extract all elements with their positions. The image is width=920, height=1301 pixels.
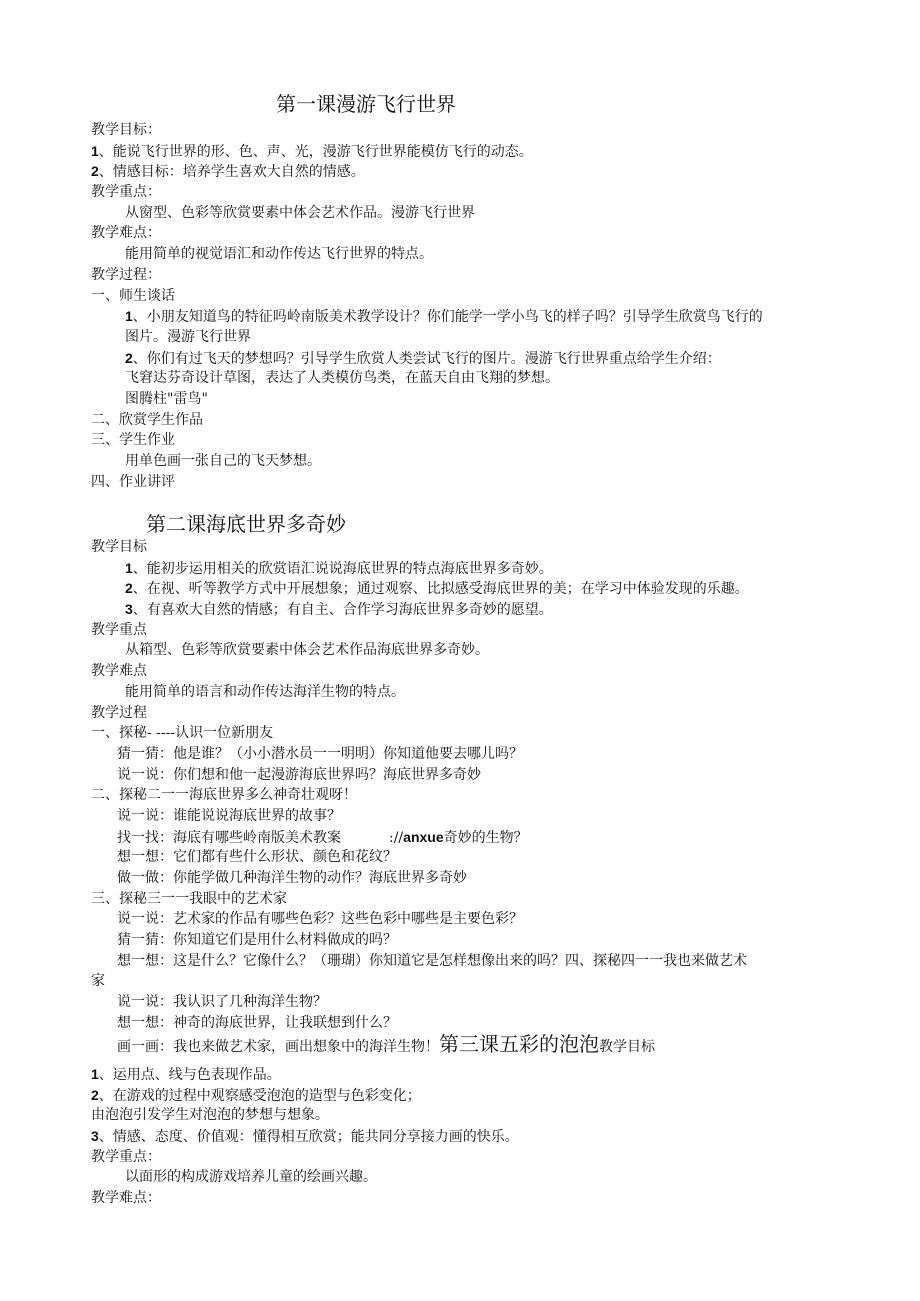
list-number: 1 bbox=[91, 1066, 99, 1082]
list-text: 、能说飞行世界的形、色、声、光，漫游飞行世界能模仿飞行的动态。 bbox=[98, 143, 533, 160]
lesson3-body bbox=[91, 1064, 831, 1209]
lesson2-think-2: 想一想：这是什么？它像什么？（珊瑚）你知道它是怎样想像出来的吗？四、探秘四一一我也来做艺术 bbox=[117, 952, 747, 969]
list-text: 、情感、态度、价值观：懂得相互欣赏；能共同分享接力画的快乐。 bbox=[98, 1129, 519, 1146]
lesson2-section-2: 二、探秘二一一海底世界多么神奇壮观呀！ bbox=[91, 787, 357, 804]
lesson2-think-2-cont: 家 bbox=[91, 973, 105, 990]
lesson3-objectives-heading: 教学目标 bbox=[599, 1038, 655, 1055]
list-text: 、在游戏的过程中观察感受泡泡的造型与色彩变化； bbox=[98, 1087, 421, 1104]
lesson3-keypoints-text: 以面形的构成游戏培养儿童的绘画兴趣。 bbox=[125, 1169, 377, 1186]
lesson1-step-1-cont: 图片。漫游飞行世界 bbox=[125, 328, 251, 345]
lesson1-step-2 bbox=[91, 348, 831, 369]
lesson1-difficulty-heading: 教学难点： bbox=[91, 225, 161, 242]
lesson3-difficulty-heading: 教学难点： bbox=[91, 1190, 161, 1207]
list-number: 1 bbox=[91, 142, 99, 159]
lesson2-section-3: 三、探秘三一一我眼中的艺术家 bbox=[91, 890, 287, 907]
list-number: 2 bbox=[125, 349, 133, 366]
list-text: 、能初步运用相关的欣赏语汇说说海底世界的特点海底世界多奇妙。 bbox=[132, 560, 553, 577]
lesson1-section-1: 一、师生谈话 bbox=[91, 287, 175, 304]
lesson1-keypoints-heading: 教学重点： bbox=[91, 184, 161, 201]
lesson3-keypoints-heading: 教学重点： bbox=[91, 1148, 161, 1165]
lesson1-homework-text: 用单色画一张自己的飞天梦想。 bbox=[125, 453, 321, 469]
list-number: 1 bbox=[125, 308, 133, 325]
lesson1-body bbox=[91, 120, 831, 492]
list-text: 、运用点、线与色表现作品。 bbox=[98, 1067, 281, 1083]
lesson1-step-2-detail: 飞窘达芬奇设计草图，表达了人类模仿鸟类，在蓝天自由飞翔的梦想。 bbox=[125, 370, 559, 387]
list-number: 3 bbox=[125, 601, 133, 618]
lesson1-section-2: 二、欣赏学生作品 bbox=[91, 411, 203, 428]
lesson1-step-2-totem: 图腾柱"雷鸟" bbox=[125, 390, 208, 407]
lesson2-say-4: 说一说：我认识了几种海洋生物？ bbox=[117, 994, 327, 1011]
lesson2-process-heading: 教学过程 bbox=[91, 704, 147, 721]
list-text: 、在视、听等教学方式中开展想象；通过观察、比拟感受海底世界的美；在学习中体验发现的乐趣。 bbox=[132, 581, 749, 598]
lesson2-keypoints-heading: 教学重点 bbox=[91, 621, 147, 638]
lesson2-difficulty-heading: 教学难点 bbox=[91, 663, 147, 680]
lesson1-step-1 bbox=[91, 306, 831, 327]
list-text: 、有喜欢大自然的情感；有自主、合作学习海底世界多奇妙的愿望。 bbox=[132, 602, 553, 619]
lesson1-difficulty-text: 能用简单的视觉语汇和动作传达飞行世界的特点。 bbox=[125, 246, 433, 263]
lesson2-guess-2: 猜一猜：你知道它们是用什么材料做成的吗？ bbox=[117, 932, 397, 949]
lesson2-find bbox=[91, 827, 831, 848]
lesson3-objective-2-cont: 由泡泡引发学生对泡泡的梦想与想象。 bbox=[91, 1107, 329, 1124]
lesson2-objective-3 bbox=[91, 599, 831, 620]
lesson2-think-3: 想一想：神奇的海底世界，让我联想到什么？ bbox=[117, 1014, 397, 1031]
lesson1-objective-1 bbox=[91, 141, 831, 162]
lesson1-objectives-heading: 教学目标： bbox=[91, 122, 161, 138]
list-number: 1 bbox=[125, 559, 133, 576]
lesson2-guess-1: 猜一猜：他是谁？（小小潜水员一一明明）你知道他要去哪儿吗？ bbox=[117, 745, 523, 762]
lesson3-title: 第三课五彩的泡泡 bbox=[439, 1031, 599, 1056]
list-number: 2 bbox=[125, 580, 133, 597]
lesson3-objective-2 bbox=[91, 1085, 831, 1106]
lesson3-objective-3 bbox=[91, 1126, 831, 1147]
list-number: 2 bbox=[91, 1086, 99, 1103]
lesson2-say-2: 说一说：谁能说说海底世界的故事？ bbox=[117, 807, 341, 824]
lesson2-title: 第二课海底世界多奇妙 bbox=[146, 512, 346, 536]
lesson2-do: 做一做：你能学做几种海洋生物的动作？海底世界多奇妙 bbox=[117, 870, 467, 886]
lesson1-keypoints-text: 从窗型、色彩等欣赏要素中体会艺术作品。漫游飞行世界 bbox=[125, 204, 475, 221]
lesson1-section-3: 三、学生作业 bbox=[91, 432, 175, 449]
lesson2-think-1: 想一想：它们都有些什么形状、颜色和花纹？ bbox=[117, 849, 397, 866]
list-number: 2 bbox=[91, 163, 99, 180]
draw-text: 画一画：我也来做艺术家，画出想象中的海洋生物！ bbox=[117, 1038, 439, 1055]
lesson2-objective-2 bbox=[91, 578, 831, 599]
lesson1-objective-2 bbox=[91, 161, 831, 182]
list-text: 、小朋友知道鸟的特征吗岭南版美术教学设计？你们能学一学小鸟飞的样子吗？引导学生欣赏鸟飞行的 bbox=[132, 309, 763, 326]
lesson2-objective-1 bbox=[91, 558, 831, 579]
link-fragment: :// bbox=[389, 829, 404, 846]
lesson2-section-1: 一、探秘- ----认识一位新朋友 bbox=[91, 725, 274, 742]
lesson2-difficulty-text: 能用简单的语言和动作传达海洋生物的特点。 bbox=[125, 683, 405, 700]
list-text: 、情感目标：培养学生喜欢大自然的情感。 bbox=[98, 164, 365, 181]
lesson2-keypoints-text: 从箱型、色彩等欣赏要素中体会艺术作品海底世界多奇妙。 bbox=[125, 642, 489, 659]
lesson1-section-4: 四、作业讲评 bbox=[91, 473, 175, 490]
lesson2-say-3: 说一说：艺术家的作品有哪些色彩？这些色彩中哪些是主要色彩？ bbox=[117, 911, 523, 928]
lesson2-objectives-heading: 教学目标 bbox=[91, 539, 147, 555]
lesson1-title: 第一课漫游飞行世界 bbox=[276, 92, 456, 116]
lesson1-process-heading: 教学过程： bbox=[91, 266, 161, 283]
find-text: 找一找：海底有哪些岭南版美术教案 bbox=[117, 829, 341, 846]
lesson3-objective-1 bbox=[91, 1064, 831, 1085]
list-number: 3 bbox=[91, 1128, 99, 1145]
lesson2-draw bbox=[91, 1031, 831, 1056]
lesson2-body bbox=[91, 537, 831, 1056]
list-text: 、你们有过飞天的梦想吗？引导学生欣赏人类尝试飞行的图片。漫游飞行世界重点给学生介绍： bbox=[132, 350, 721, 367]
find-text-end: 奇妙的生物？ bbox=[443, 829, 528, 846]
link-domain: anxue bbox=[403, 828, 444, 845]
lesson2-say-1: 说一说：你们想和他一起漫游海底世界吗？海底世界多奇妙 bbox=[117, 766, 481, 783]
